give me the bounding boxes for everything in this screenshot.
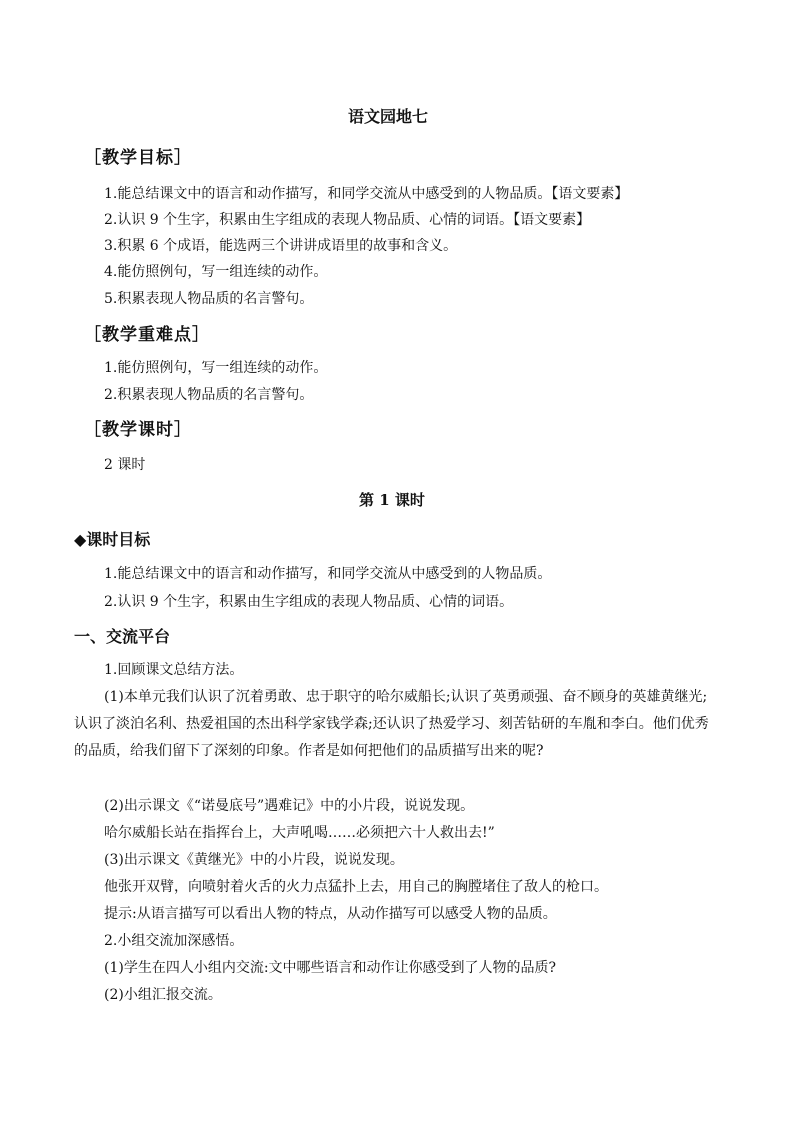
section1-line: 2.小组交流加深感悟。 — [104, 933, 244, 949]
section1-line: 1.回顾课文总结方法。 — [104, 662, 244, 678]
goals-heading: ［教学目标］ — [84, 148, 192, 168]
page-title: 语文园地七 — [348, 107, 429, 126]
section1-heading: 一、交流平台 — [74, 627, 171, 646]
section1-line: 他张开双臂，向喷射着火舌的火力点猛扑上去，用自己的胸膛堵住了敌人的枪口。 — [104, 879, 608, 895]
goal-item: 4.能仿照例句，写一组连续的动作。 — [104, 264, 328, 280]
section1-line: (1)学生在四人小组内交流:文中哪些语言和动作让你感受到了人物的品质? — [104, 960, 557, 976]
goal-item: 2.认识 9 个生字，积累由生字组成的表现人物品质、心情的词语。【语文要素】 — [104, 212, 591, 228]
key-point-item: 2.积累表现人物品质的名言警句。 — [104, 387, 314, 403]
periods-value: 2 课时 — [104, 457, 146, 473]
periods-heading: ［教学课时］ — [84, 420, 192, 440]
section1-paragraph: (1)本单元我们认识了沉着勇敢、忠于职守的哈尔威船长;认识了英勇顽强、奋不顾身的英雄黄继光;认识了淡泊名利、热爱祖国的杰出科学家钱学森;还认识了热爱学习、刻苦钻研的车胤和李白。他们优秀的品质，给我们留下了深刻的印象。作者是如何把他们的品质描写出来的呢? — [74, 689, 709, 759]
key-points-heading: ［教学重难点］ — [84, 325, 210, 345]
goal-item: 3.积累 6 个成语，能选两三个讲讲成语里的故事和含义。 — [104, 238, 458, 254]
section1-line: (3)出示课文《黄继光》中的小片段，说说发现。 — [104, 852, 404, 868]
lesson1-title: 第 1 课时 — [359, 491, 425, 509]
lesson1-objective-item: 1.能总结课文中的语言和动作描写，和同学交流从中感受到的人物品质。 — [104, 566, 552, 582]
section1-line: 哈尔威船长站在指挥台上，大声吼喝……必须把六十人救出去!” — [104, 825, 495, 841]
lesson1-objective-heading: ◆课时目标 — [74, 530, 151, 549]
key-point-item: 1.能仿照例句，写一组连续的动作。 — [104, 360, 328, 376]
section1-line: 提示:从语言描写可以看出人物的特点，从动作描写可以感受人物的品质。 — [104, 906, 557, 922]
goal-item: 5.积累表现人物品质的名言警句。 — [104, 291, 314, 307]
goal-item: 1.能总结课文中的语言和动作描写，和同学交流从中感受到的人物品质。【语文要素】 — [104, 186, 629, 202]
section1-line: (2)出示课文《“诺曼底号”遇难记》中的小片段，说说发现。 — [104, 798, 475, 814]
lesson1-objective-item: 2.认识 9 个生字，积累由生字组成的表现人物品质、心情的词语。 — [104, 594, 514, 610]
section1-line: (2)小组汇报交流。 — [104, 987, 222, 1003]
